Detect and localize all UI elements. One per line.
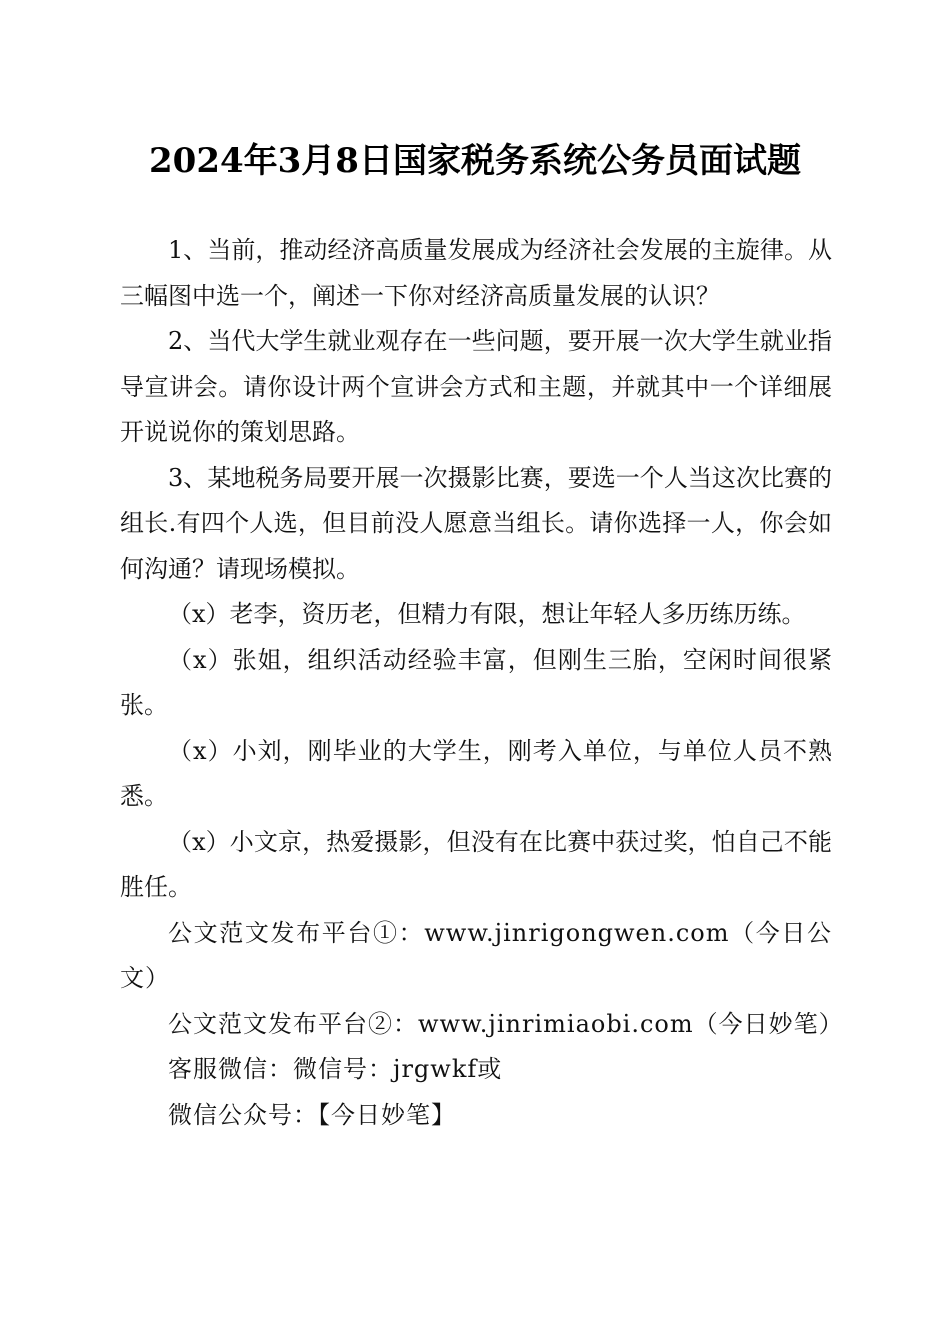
page-title: 2024年3月8日国家税务系统公务员面试题 — [149, 141, 801, 181]
document-body — [120, 228, 844, 1138]
question-2: 2、当代大学生就业观存在一些问题，要开展一次大学生就业指导宣讲会。请你设计两个宣讲会方式和主题，并就其中一个详细展开说说你的策划思路。 — [120, 327, 832, 446]
option-lao-li: （x）老李，资历老，但精力有限，想让年轻人多历练历练。 — [168, 600, 806, 628]
footer-wechat-account: 微信公众号：【今日妙笔】 — [168, 1100, 456, 1129]
option-xiao-wenjing: （x）小文京，热爱摄影，但没有在比赛中获过奖，怕自己不能胜任。 — [120, 827, 832, 901]
question-3: 3、某地税务局要开展一次摄影比赛，要选一个人当这次比赛的组长.有四个人选，但目前没人愿意当组长。请你选择一人，你会如何沟通？请现场模拟。 — [120, 463, 832, 583]
option-zhang-jie: （x）张姐，组织活动经验丰富，但刚生三胎，空闲时间很紧张。 — [120, 645, 832, 719]
footer-platform-1: 公文范文发布平台①：www.jinrigongwen.com（今日公文） — [120, 918, 832, 992]
option-xiao-liu: （x）小刘，刚毕业的大学生，刚考入单位，与单位人员不熟悉。 — [120, 736, 832, 810]
footer-platform-2: 公文范文发布平台②：www.jinrimiaobi.com（今日妙笔） — [168, 1009, 844, 1038]
question-1: 1、当前，推动经济高质量发展成为经济社会发展的主旋律。从三幅图中选一个，阐述一下你对经济高质量发展的认识？ — [120, 236, 832, 310]
footer-wechat-service: 客服微信：微信号：jrgwkf或 — [168, 1055, 503, 1083]
